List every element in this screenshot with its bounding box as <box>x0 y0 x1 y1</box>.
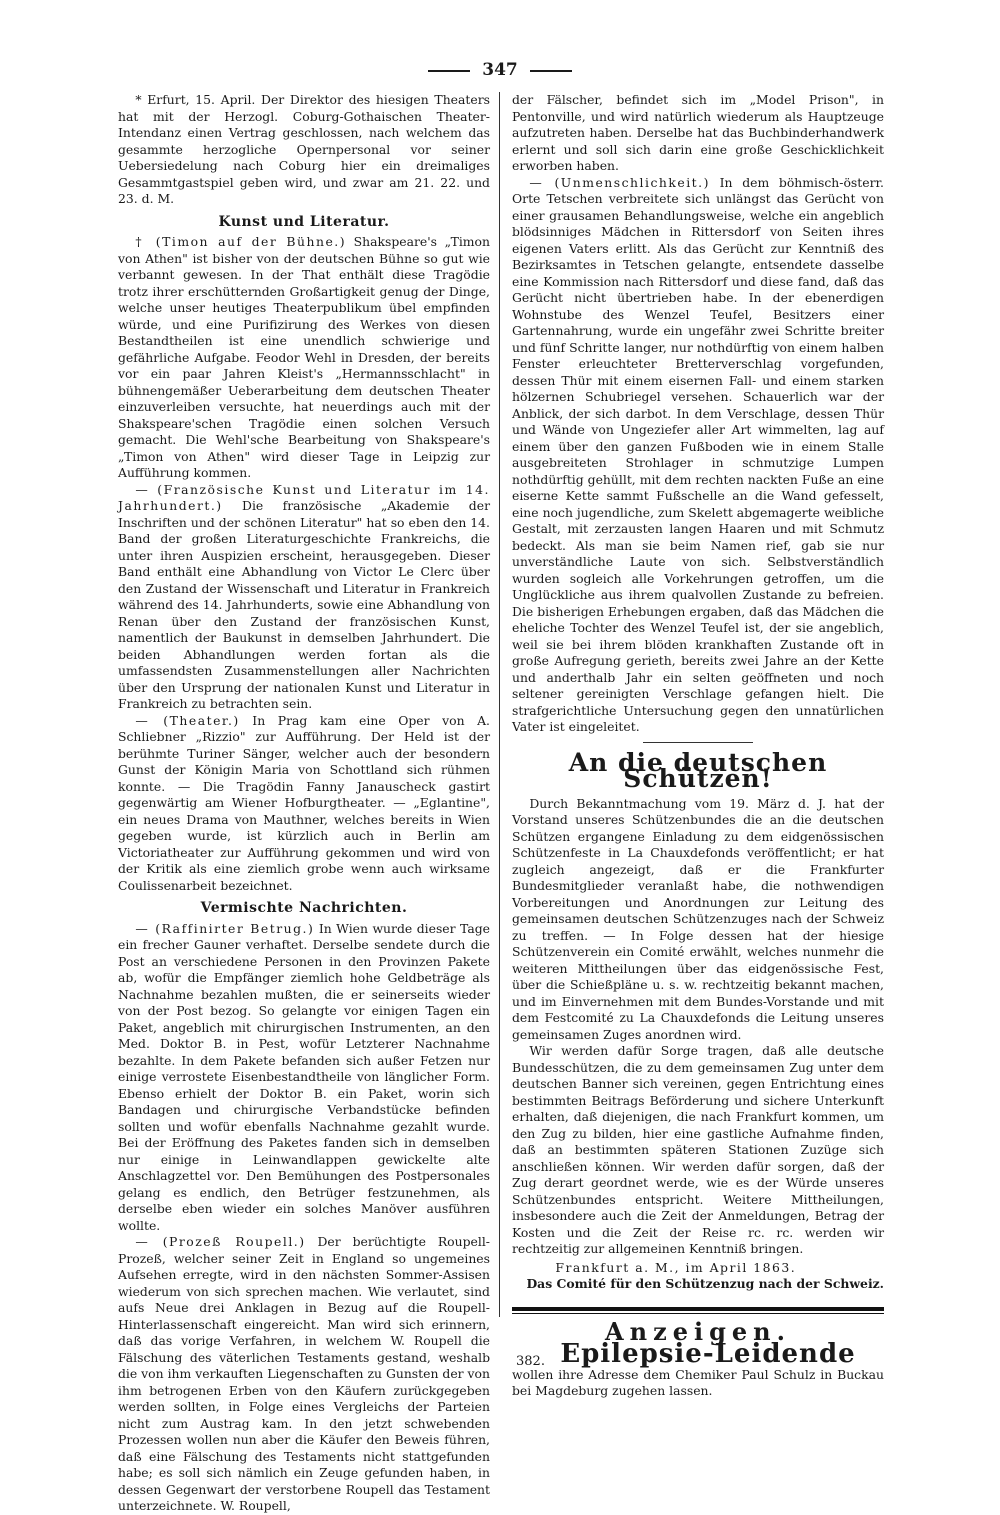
anzeigen-rule-thick <box>512 1307 884 1311</box>
heading-vermischte: Vermischte Nachrichten. <box>200 900 408 916</box>
betrug-article <box>118 921 490 1235</box>
franz-lead: — (Französische Kunst und Literatur im 14. Jahrhundert.) <box>118 481 490 513</box>
roupell-continuation: der Fälscher, befindet sich im „Model Prison", in Pentonville, und wird natürlich wiederum als Hauptzeuge aufzutreten haben. Derselbe hat das Buchbinderhandwerk erlernt und soll sich darin eine große Geschicklichkeit erworben haben. <box>512 92 884 173</box>
roupell-text: Der berüchtigte Roupell-Prozeß, welcher seiner Zeit in England so ungemeines Aufsehen erregte, wird in den nächsten Sommer-Assisen wiederum von sich sprechen machen. Wie verlautet, sind aufs Neue drei Anklagen in Bezug auf die Roupell-Hinterlassenschaft eingereicht. Man wird sich erinnern, daß das vorige Verfahren, in welchem W. Roupell die Fälschung des väterlichen Testaments gestand, weshalb die von ihm verkauften Liegenschaften zu Gunsten der von ihm betrogenen Erben von den Käufern zurückgegeben werden sollten, in Folge eines Vergleichs der Parteien nicht zum Austrag kam. In den jetzt schwebenden Prozessen wollen nun aber die Käufer den Beweis führen, daß eine Fälschung des Testaments nicht stattgefunden habe; es soll sich nämlich ein Zeuge gefunden haben, in dessen Gegenwart der verstorbene Roupell das Testament unterzeichnete. W. Roupell, <box>118 1234 490 1513</box>
theater-text: In Prag kam eine Oper von A. Schliebner „Rizzio" zur Aufführung. Der Held ist der berühmte Turiner Sänger, welcher auch der besondern Gunst der Königin Maria von Schottland sich rühmen konnte. — Die Tragödin Fanny Janauscheck gastirt gegenwärtig am Wiener Hofburgtheater. — „Eglantine", ein neues Drama von Mauthner, welches bereits in Wien gegeben wurde, ist kürzlich auch in Berlin am Victoriatheater zur Aufführung gekommen und wird von der Kritik als eine ziemlich grobe wenn auch wirksame Coulissenarbeit bezeichnet. <box>118 712 490 893</box>
betrug-text: In Wien wurde dieser Tage ein frecher Gauner verhaftet. Derselbe sendete durch die Post an verschiedene Personen in den Provinzen Pakete ab, wofür die Empfänger ziemlich hohe Geldbeträge als Nachnahme bezahlen mußten, die er seinerseits wieder von der Post bezog. So gelangte vor einigen Tagen ein Paket, angeblich mit chirurgischen Instrumenten, an den Med. Doktor B. in Pest, wofür Letzterer Nachnahme bezahlte. In dem Pakete befanden sich außer Fetzen nur einige verrostete Eisenbestandtheile von länglicher Form. Ebenso erhielt der Doktor B. ein Paket, worin sich Bandagen und chirurgische Verbandstücke befinden sollten und wofür ebenfalls Nachnahme gezahlt wurde. Bei der Eröffnung des Paketes fanden sich in demselben nur einige in Leinwandlappen gewickelte alte Anschlagzettel vor. Den Bemühungen des Postpersonales gelang es endlich, den Betrüger festzunehmen, als derselbe eben wieder ein solches Manöver ausführen wollte. <box>118 920 490 1233</box>
page-number-dash-right <box>530 70 572 72</box>
roupell-article <box>118 1234 490 1515</box>
left-column <box>118 92 490 1515</box>
page-number-dash-left <box>428 70 470 72</box>
franz-text: Die französische „Akademie der Inschriften und der schönen Literatur" hat so eben den 14. Band der großen Literaturgeschichte Frankreichs, die unter ihren Auspizien erscheint, herausgegeben. Dieser Band enthält eine Abhandlung von Victor Le Clerc über den Zustand der Wissenschaft und Literatur in Frankreich während des 14. Jahrhunderts, sowie eine Abhandlung von Renan über den Zustand der französischen Kunst, namentlich der Baukunst in demselben Jahrhundert. Die beiden Abhandlungen werden fortan als die umfassendsten Zusammenstellungen aller Nachrichten über den Ursprung der nationalen Kunst und Literatur in Frankreich zu betrachten sein. <box>118 498 490 711</box>
unmensch-article <box>512 175 884 736</box>
schuetzen-paragraph-1: Durch Bekanntmachung vom 19. März d. J. hat der Vorstand unseres Schützenbundes die an die deutschen Schützen ergangene Einladung zu dem eidgenössischen Schützenfeste in La Chauxdefonds veröffentlicht; er hat zugleich angezeigt, daß er die Frankfurter Bundesmitglieder veranlaßt habe, die nothwendigen Vorbereitungen und Anordnungen zur Leitung des gemeinsamen deutschen Schützenzuges nach der Schweiz zu treffen. — In Folge dessen hat der hiesige Schützenverein ein Comité erwählt, welches nunmehr die weiteren Mittheilungen über das eidgenössische Fest, über die Schießpläne u. s. w. rechtzeitig bekannt machen, und im Einvernehmen mit dem Bundes-Vorstande und mit dem Festcomité zu La Chauxdefonds die Leitung unseres gemeinsamen Zuges anordnen wird. <box>512 795 884 1042</box>
schuetzen-banner: An die deutschen Schützen! <box>568 747 828 793</box>
timon-lead: † (Timon auf der Bühne.) <box>135 234 347 249</box>
timon-article <box>118 234 490 482</box>
right-column <box>512 92 884 1400</box>
ad-title: Epilepsie-Leidende <box>560 1339 856 1369</box>
section-rule <box>643 742 753 743</box>
schuetzen-paragraph-2: Wir werden dafür Sorge tragen, daß alle deutsche Bundesschützen, die zu dem gemeinsamen Zug unter dem deutschen Banner sich vereinen, gegen Entrichtung eines bestimmten Beitrags Beförderung und sichere Unterkunft erhalten, daß diejenigen, die nach Frankfurt kommen, um den Zug zu bilden, hier eine gastliche Aufnahme finden, daß an bestimmten späteren Stationen Zuzüge sich anschließen können. Wir werden dafür sorgen, daß der Zug derart geordnet werde, wie es der Würde unseres Schützenbundes entspricht. Weitere Mittheilungen, insbesondere auch die Zeit der Anmeldungen, Betrag der Kosten und die Zeit der Reise rc. rc. werden wir rechtzeitig zur allgemeinen Kenntniß bringen. <box>512 1043 884 1256</box>
anzeigen-rule-thin <box>512 1313 884 1314</box>
anzeigen-heading: Anzeigen. <box>605 1316 791 1346</box>
theater-article <box>118 713 490 895</box>
column-divider <box>499 92 500 1317</box>
heading-kunst-literatur: Kunst und Literatur. <box>218 213 390 230</box>
roupell-lead: — (Prozeß Roupell.) <box>135 1234 306 1249</box>
timon-text: Shakspeare's „Timon von Athen" ist bisher von der deutschen Bühne so gut wie verbannt gewesen. In der That enthält diese Tragödie trotz ihrer erschütternden Großartigkeit genug der Dinge, welche unser heutiges Theaterpublikum übel empfinden würde, und eine Purifizirung des Werkes von diesen Bestandtheilen ist eine unendlich schwierige und gefährliche Aufgabe. Feodor Wehl in Dresden, der bereits vor ein paar Jahren Kleist's „Hermannsschlacht" in bühnengemäßer Ueberarbeitung dem deutschen Theater einzuverleiben versuchte, hat neuerdings auch mit der Shakspeare'schen Tragödie einen solchen Versuch gemacht. Die Wehl'sche Bearbeitung von Shakspeare's „Timon von Athen" wird dieser Tage in Leipzig zur Aufführung kommen. <box>118 234 490 480</box>
unmensch-text: In dem böhmisch-österr. Orte Tetschen verbreitete sich unlängst das Gerücht von einer grausamen Behandlungsweise, welche ein angeblich blödsinniges Mädchen in Rittersdorf von Seiten ihres eigenen Vaters erlitt. Als das Gerücht zur Kenntniß des Bezirksamtes in Tetschen gelangte, entsendete dasselbe eine Kommission nach Rittersdorf und diese fand, daß das Gerücht nicht übertrieben habe. In der ebenerdigen Wohnstube des Wenzel Teufel, Besitzers einer Gartennahrung, wurde ein ungefähr zwei Schritte breiter und fünf Schritte langer, nur nothdürftig von einem halben Fenster erleuchteter Bretterverschlag vorgefunden, dessen Thür mit einem eisernen Fall- und einem starken hölzernen Schubriegel versehen. Schauerlich war der Anblick, der sich darbot. In dem Verschlage, dessen Thür und Wände von Ungeziefer aller Art wimmelten, lag auf einem über den ganzen Fußboden wie in einem Stalle ausgebreiteten Strohlager in schmutzige Lumpen nothdürftig gehüllt, mit dem rechten nackten Fuße an eine eiserne Kette sammt Fußschelle an die Wand gefesselt, eine noch jugendliche, zum Skelett abgemagerte weibliche Gestalt, mit zerzausten langen Haaren und mit Schmutz bedeckt. Als man sie beim Namen rief, gab sie nur unverständliche Laute von sich. Selbstverständlich wurden sogleich alle Vorkehrungen getroffen, um die Unglückliche aus ihrem qualvollen Zustande zu befreien. Die bisherigen Erhebungen ergaben, daß das Mädchen die eheliche Tochter des Wenzel Teufel ist, der sie angeblich, weil sie bei ihrem blöden krankhaften Zustande oft in große Aufregung gerieth, bereits zwei Jahre an der Kette und anderthalb Jahr ein selten geöffneten und noch seltener gereinigten Verschlage gefangen hielt. Die strafgerichtliche Untersuchung gegen den unnatürlichen Vater ist eingeleitet. <box>512 174 884 734</box>
advertisement <box>512 1339 884 1400</box>
theater-lead: — (Theater.) <box>135 712 240 728</box>
ad-number: 382. <box>516 1354 545 1369</box>
erfurt-article: * Erfurt, 15. April. Der Direktor des hiesigen Theaters hat mit der Herzogl. Coburg-Gothaischen Theater-Intendanz einen Vertrag geschlossen, nach welchem das gesammte herzogliche Opernpersonal vor seiner Uebersiedelung nach Coburg hier ein dreimaliges Gesammtgastspiel geben wird, und zwar am 21. 22. und 23. d. M. <box>118 92 490 206</box>
unmensch-lead: — (Unmenschlichkeit.) <box>529 174 710 190</box>
signature-comite: Das Comité für den Schützenzug nach der Schweiz. <box>526 1276 884 1291</box>
page-number: 347 <box>0 60 1000 80</box>
franz-article <box>118 482 490 713</box>
signature-place-date: Frankfurt a. M., im April 1863. <box>555 1259 797 1275</box>
ad-text: wollen ihre Adresse dem Chemiker Paul Schulz in Buckau bei Magdeburg zugehen lassen. <box>512 1366 884 1398</box>
betrug-lead: — (Raffinirter Betrug.) <box>135 920 315 936</box>
